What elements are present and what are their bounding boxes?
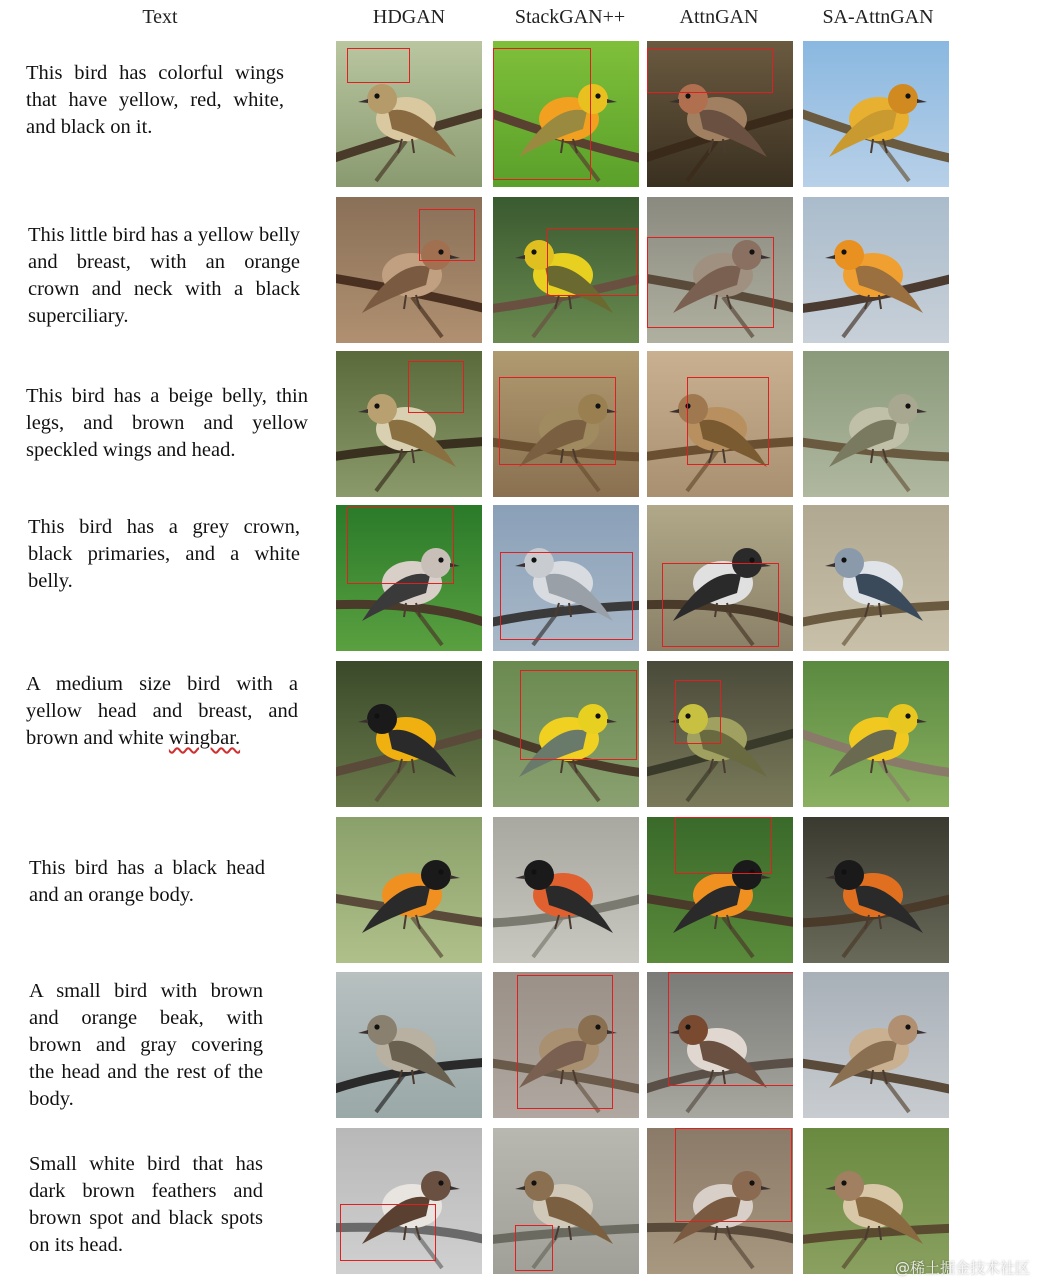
orange-bird-image (803, 197, 949, 343)
brown-grey-bird-image (647, 972, 793, 1118)
attention-bounding-box (419, 209, 475, 261)
caption-7: A small bird with brown and orange beak, with brown and gray covering the head and the rest of the body. (29, 980, 263, 1110)
attention-bounding-box (493, 48, 591, 180)
black-orange-bird-image (803, 817, 949, 963)
header-sa-attngan: SA-AttnGAN (822, 6, 934, 28)
shrike-green-bird-image (336, 505, 482, 651)
header-attngan: AttnGAN (679, 6, 759, 28)
black-orange-bird-image (647, 817, 793, 963)
brown-white-bird-image (647, 1128, 793, 1274)
olive-bird-image (336, 41, 482, 187)
blue-grey-bird-image (803, 505, 949, 651)
bird-illustration (803, 817, 949, 963)
olive-speckled-bird-image (647, 661, 793, 807)
grey-branch-bird-image (336, 972, 482, 1118)
bird-illustration (493, 817, 639, 963)
bird-illustration (803, 197, 949, 343)
caption-1: This bird has colorful wings that have yellow, red, white, and black on it. (26, 62, 284, 138)
attention-bounding-box (668, 972, 793, 1086)
black-yellow-oriole-bird-image (336, 661, 482, 807)
brown-white-bird-image (336, 1128, 482, 1274)
yellow-green-bird-image (803, 661, 949, 807)
caption-4: This bird has a grey crown, black primaries, and a white belly. (28, 516, 300, 592)
sparrow-bird-image (647, 351, 793, 497)
attention-bounding-box (499, 377, 616, 465)
bird-illustration (336, 972, 482, 1118)
header-text: Text (142, 6, 178, 28)
attention-bounding-box (517, 975, 613, 1109)
redwing-bird-image (493, 817, 639, 963)
brown-bird-image (493, 972, 639, 1118)
caption-5-text: A medium size bird with a yellow head and breast, and brown and white (26, 673, 298, 749)
bird-illustration (803, 41, 949, 187)
caption-5-tail: wingbar. (168, 727, 241, 749)
attention-bounding-box (675, 680, 721, 744)
attention-bounding-box (500, 552, 633, 640)
bird-illustration (803, 351, 949, 497)
bird-illustration (336, 817, 482, 963)
speckled-olive-bird-image (336, 351, 482, 497)
attention-bounding-box (662, 563, 779, 647)
shrike-bird-image (647, 505, 793, 651)
grey-bird-image (803, 351, 949, 497)
header-hdgan: HDGAN (372, 6, 446, 28)
attention-bounding-box (347, 507, 454, 584)
bird-illustration (803, 972, 949, 1118)
tan-bird-image (803, 972, 949, 1118)
attention-bounding-box (515, 1225, 553, 1271)
caption-3: This bird has a beige belly, thin legs, and brown and yellow speckled wings and head. (26, 385, 308, 461)
bird-illustration (336, 661, 482, 807)
watermark: @稀土掘金技术社区 (894, 1259, 1030, 1277)
attention-bounding-box (647, 48, 773, 93)
sparrow-bird-image (803, 1128, 949, 1274)
brown-branch-bird-image (647, 197, 793, 343)
bird-illustration (803, 505, 949, 651)
attention-bounding-box (647, 237, 774, 328)
orange-yellow-bird-image (493, 41, 639, 187)
grey-sky-bird-image (493, 505, 639, 651)
yellow-blue-sky-bird-image (803, 41, 949, 187)
attention-bounding-box (675, 1128, 792, 1222)
sparrow-bird-image (493, 1128, 639, 1274)
attention-bounding-box (347, 48, 410, 83)
brown-branch-bird-image (647, 41, 793, 187)
yellow-bird-image (493, 661, 639, 807)
attention-bounding-box (675, 817, 772, 874)
caption-5 (26, 671, 298, 752)
caption-2: This little bird has a yellow belly and breast, with an orange crown and neck with a black superciliary. (28, 224, 300, 327)
bird-illustration (803, 1128, 949, 1274)
caption-6: This bird has a black head and an orange body. (29, 857, 265, 906)
oriole-bird-image (336, 817, 482, 963)
bird-illustration (803, 661, 949, 807)
yellow-green-bird-image (493, 197, 639, 343)
attention-bounding-box (340, 1204, 436, 1261)
straw-bird-image (493, 351, 639, 497)
header-stackgan: StackGAN++ (514, 6, 626, 28)
caption-8: Small white bird that has dark brown feathers and brown spot and black spots on its head. (29, 1153, 263, 1256)
attention-bounding-box (687, 377, 769, 465)
speckled-brown-bird-image (336, 197, 482, 343)
attention-bounding-box (520, 670, 637, 760)
attention-bounding-box (408, 361, 464, 413)
attention-bounding-box (547, 228, 638, 296)
